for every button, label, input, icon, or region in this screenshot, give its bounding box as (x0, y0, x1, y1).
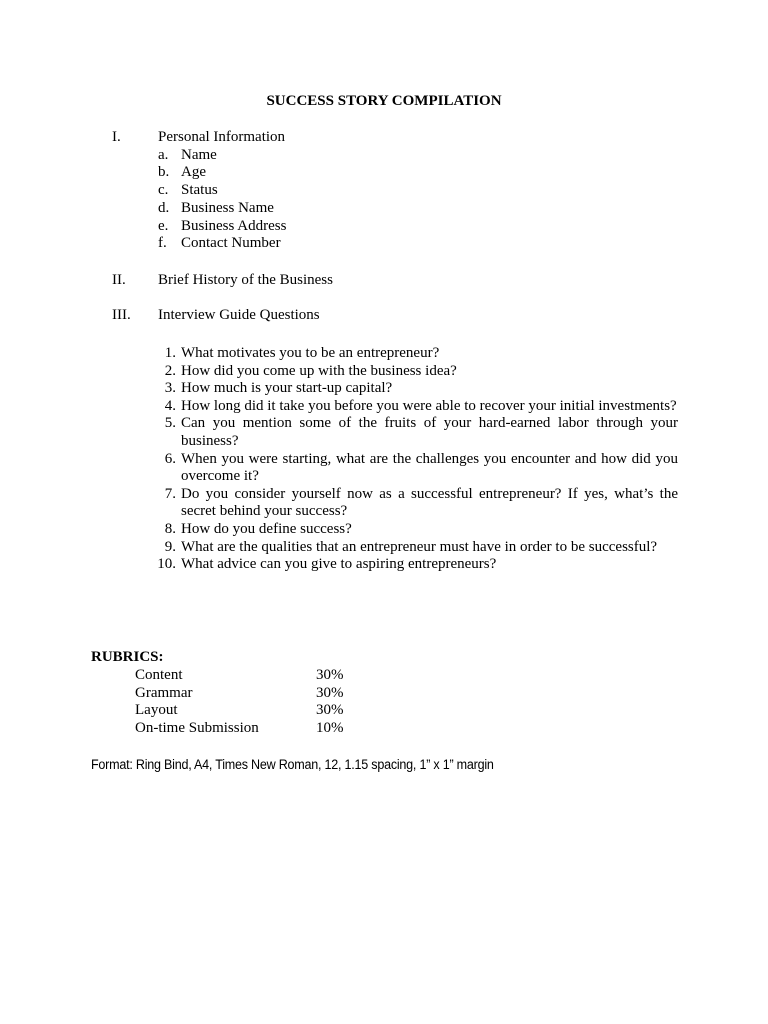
section-numeral-iii: III. (112, 307, 131, 323)
question-text: Do you consider yourself now as a successful entrepreneur? If yes, what’s the secret behind your success? (181, 485, 678, 520)
rubric-weight: 30% (316, 702, 344, 718)
list-item-text: Business Name (181, 200, 274, 216)
question-text: What are the qualities that an entrepreneur must have in order to be successful? (181, 538, 658, 555)
section-numeral-ii: II. (112, 272, 126, 288)
list-item-letter: d. (158, 200, 170, 216)
question-number: 3. (164, 380, 176, 397)
list-item-text: Age (181, 164, 206, 180)
question-number: 10. (157, 556, 176, 573)
question-text: Can you mention some of the fruits of your hard-earned labor through your business? (181, 415, 678, 449)
question-item (0, 556, 768, 574)
question-text: What motivates you to be an entrepreneur? (181, 345, 440, 361)
question-text: How did you come up with the business idea? (181, 362, 457, 379)
list-item-text: Name (181, 147, 217, 163)
rubrics-heading: RUBRICS: (91, 649, 164, 665)
format-requirements: Format: Ring Bind, A4, Times New Roman, 12, 1.15 spacing, 1” x 1” margin (91, 757, 494, 772)
rubric-label: On-time Submission (135, 720, 259, 736)
question-item (0, 539, 768, 557)
list-item-text: Contact Number (181, 235, 281, 251)
section-heading-interview-questions: Interview Guide Questions (158, 307, 320, 323)
question-item (0, 345, 768, 363)
question-text: How do you define success? (181, 520, 352, 537)
list-item-text: Status (181, 182, 218, 198)
list-item-text: Business Address (181, 218, 287, 234)
section-heading-brief-history: Brief History of the Business (158, 272, 333, 288)
question-text: How much is your start-up capital? (181, 380, 393, 397)
question-number: 5. (164, 415, 176, 432)
question-item (0, 363, 768, 381)
rubric-label: Content (135, 667, 183, 683)
list-item-letter: a. (158, 147, 169, 163)
question-number: 2. (164, 362, 176, 379)
question-text: When you were starting, what are the challenges you encounter and how did you overcome it? (181, 450, 678, 485)
rubric-weight: 10% (316, 720, 344, 736)
rubric-weight: 30% (316, 667, 344, 683)
question-number: 8. (164, 520, 176, 537)
section-heading-personal-information: Personal Information (158, 129, 286, 145)
question-item (0, 521, 768, 539)
question-number: 4. (164, 397, 176, 414)
question-item (0, 451, 768, 486)
list-item-letter: f. (158, 235, 167, 251)
question-text: How long did it take you before you were able to recover your initial investments? (181, 397, 677, 414)
rubric-label: Grammar (135, 685, 193, 701)
question-item (0, 415, 768, 450)
list-item-letter: c. (158, 182, 169, 198)
list-item-letter: b. (158, 164, 170, 180)
question-number: 9. (164, 538, 176, 555)
question-item (0, 398, 768, 416)
list-item-letter: e. (158, 218, 169, 234)
question-number: 7. (164, 485, 176, 502)
question-text: What advice can you give to aspiring entrepreneurs? (181, 556, 497, 573)
question-number: 6. (164, 450, 176, 467)
section-numeral-i: I. (112, 129, 121, 145)
document-title: SUCCESS STORY COMPILATION (266, 93, 502, 109)
question-item (0, 486, 768, 521)
question-number: 1. (164, 345, 176, 361)
question-item (0, 380, 768, 398)
rubric-weight: 30% (316, 685, 344, 701)
rubric-label: Layout (135, 702, 178, 718)
interview-questions-list (0, 345, 768, 574)
